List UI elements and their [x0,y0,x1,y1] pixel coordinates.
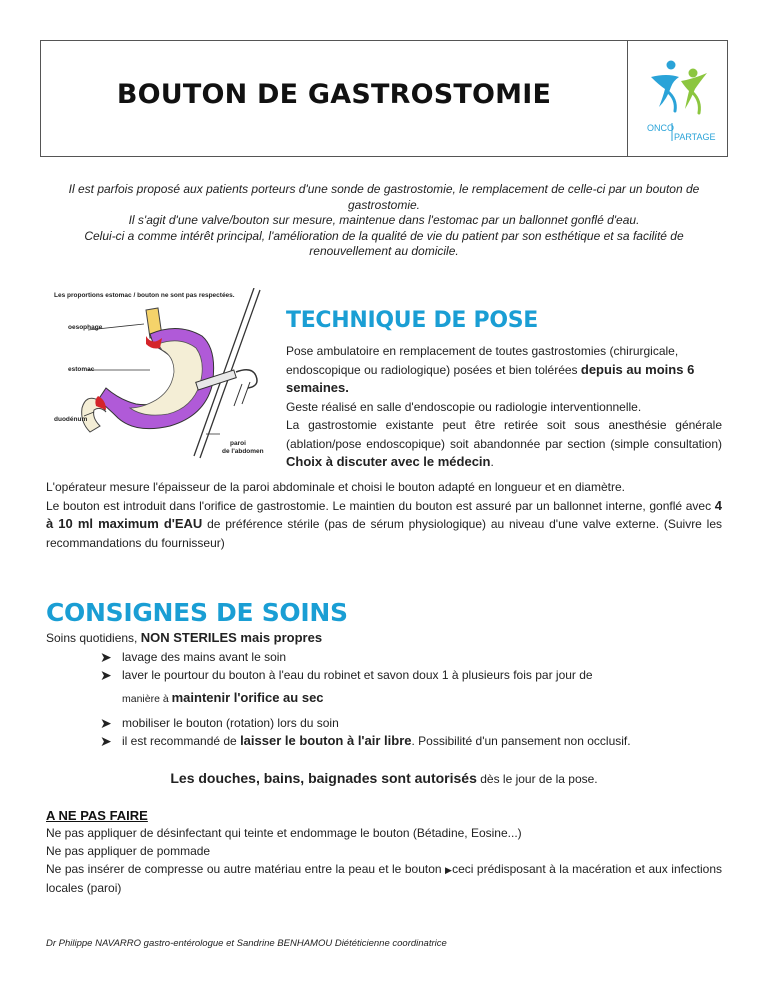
consignes-title: CONSIGNES DE SOINS [46,598,348,627]
operateur-p1: L'opérateur mesure l'épaisseur de la paroi abdominale et choisi le bouton adapté en longueur et en diamètre. [46,480,625,494]
soins-quotidiens: Soins quotidiens, NON STERILES mais propres [46,630,323,645]
logo-figures-icon [637,47,721,147]
figure-caption: Les proportions estomac / bouton ne sont pas respectées. [54,292,235,299]
header-box [40,40,728,157]
label-duodenum: duodénum [54,416,88,423]
ne-pas-faire-list [46,824,722,897]
douches-note: Les douches, bains, baignades sont autorisés dès le jour de la pose. [170,770,598,786]
svg-text:ONCO: ONCO [647,123,674,133]
arrow-bullet-icon: ➤ [100,667,112,683]
label-abdomen: de l'abdomen [222,448,264,455]
ne-pas-faire-line-2: Ne pas appliquer de pommade [46,844,211,858]
svg-text:PARTAGE: PARTAGE [674,132,716,142]
intro-paragraph [50,182,718,260]
label-paroi: paroi [230,440,246,447]
oncopartage-logo [637,47,721,147]
technique-p3: La gastrostomie existante peut être retirée soit sous anesthésie générale (ablation/pose endoscopique) soit abandonnée par section (simple consultation) Choix à discuter avec le médecin. [286,418,722,469]
operateur-p2: Le bouton est introduit dans l'orifice de gastrostomie. Le maintien du bouton est assuré par un ballonnet interne, gonflé avec 4 à 10 ml maximum d'EAU de préférence stérile (pas de sérum physiologique) au niveau d'une valve externe. (Suivre les recommandations du fournisseur) [46,497,722,550]
ne-pas-faire-title: A NE PAS FAIRE [46,808,148,823]
intro-line-1: Il est parfois proposé aux patients porteurs d'une sonde de gastrostomie, le remplacement de celle-ci par un bouton de gastrostomie. [68,182,700,212]
ne-pas-faire-line-1: Ne pas appliquer de désinfectant qui teinte et endommage le bouton (Bétadine, Eosine...) [46,826,522,840]
footer-authors: Dr Philippe NAVARRO gastro-entérologue et Sandrine BENHAMOU Diététicienne coordinatrice [46,938,447,949]
stomach-diagram [46,288,278,460]
technique-p2: Geste réalisé en salle d'endoscopie ou radiologie interventionnelle. [286,399,642,414]
arrow-bullet-icon: ➤ [100,649,112,665]
page-title: BOUTON DE GASTROSTOMIE [116,79,552,110]
technique-p1: Pose ambulatoire en remplacement de toutes gastrostomies (chirurgicale, endoscopique ou radiologique) posées et bien tolérées depuis au moins 6 semaines. [286,344,695,395]
technique-title: TECHNIQUE DE POSE [286,308,538,333]
label-oesophage: oesophage [68,324,103,331]
ne-pas-faire-line-3: Ne pas insérer de compresse ou autre matériau entre la peau et le bouton ▶ceci prédisposant à la macération et aux infections locales (paroi) [46,862,722,895]
list-item: ➤ il est recommandé de laisser le bouton à l'air libre. Possibilité d'un pansement non occlusif. [100,733,631,749]
list-item: ➤ lavage des mains avant le soin [100,649,287,665]
list-item: ➤ mobiliser le bouton (rotation) lors du soin [100,715,339,731]
header-divider [627,41,628,156]
list-item: ➤ laver le pourtour du bouton à l'eau du robinet et savon doux 1 à plusieurs fois par jour de manière à maintenir l'orifice au sec [100,667,593,705]
intro-line-2: Il s'agit d'une valve/bouton sur mesure, maintenue dans l'estomac par un ballonnet gonflé d'eau. [128,213,640,227]
arrow-bullet-icon: ➤ [100,733,112,749]
consignes-list [100,648,722,750]
intro-line-3: Celui-ci a comme intérêt principal, l'amélioration de la qualité de vie du patient par son esthétique et sa facilité de renouvellement au domicile. [84,228,684,258]
arrow-bullet-icon: ➤ [100,715,112,731]
label-estomac: estomac [68,366,95,373]
stomach-illustration [46,288,278,460]
operateur-paragraph [46,478,722,552]
triangle-arrow-icon: ▶ [445,865,453,875]
technique-text [286,342,722,472]
